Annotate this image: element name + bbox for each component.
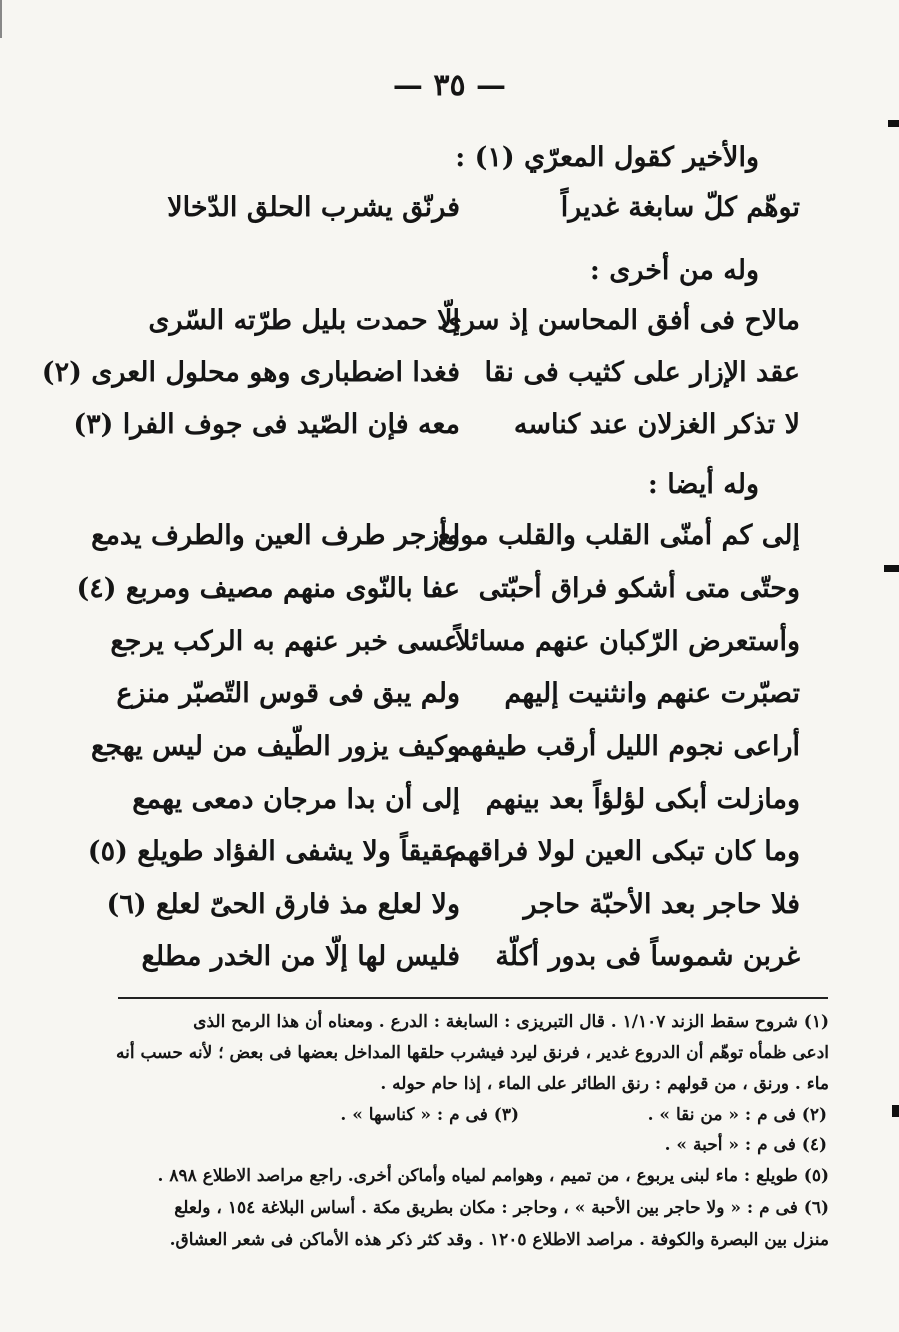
verse: [120, 784, 800, 828]
intro-line: والأخير كقول المعرّي (١) :: [455, 142, 759, 173]
footnote: (١) شروح سقط الزند ١/١٠٧ . قال التبريزى : السابغة : الدرع . ومعناه أن هذا الرمح الذى: [193, 1012, 829, 1032]
footnote: (٣) فى م : « كناسها » .: [340, 1105, 519, 1125]
verse-second-hemistich: إلّا حمدت بليل طرّته السّرى: [148, 305, 460, 336]
footnote: (٢) فى م : « من نقا » .: [647, 1105, 827, 1125]
verse-second-hemistich: معه فإن الصّيد فى جوف الفرا (٣): [73, 409, 460, 440]
verse-second-hemistich: ولا لعلع مذ فارق الحىّ لعلع (٦): [106, 889, 460, 920]
verse-first-hemistich: وما كان تبكى العين لولا فراقهم: [449, 836, 800, 867]
verse: [110, 626, 800, 670]
verse-first-hemistich: فلا حاجر بعد الأحبّة حاجر: [523, 889, 800, 920]
verse-first-hemistich: غربن شموساً فى بدور أكلّة: [495, 941, 800, 972]
verse-second-hemistich: فرنّق يشرب الحلق الدّخالا: [167, 192, 460, 223]
scan-mark: [892, 1105, 899, 1117]
verse-first-hemistich: أراعى نجوم الليل أرقب طيفهم: [453, 731, 800, 762]
verse: [116, 678, 800, 722]
verse: [120, 192, 800, 236]
verse: [106, 889, 800, 933]
scan-mark: [0, 0, 2, 38]
verse: [41, 357, 800, 401]
verse-second-hemistich: عسى خبر عنهم به الركب يرجع: [110, 626, 460, 657]
footnote: ماء . ورنق ، من قولهم : رنق الطائر على الماء ، إذا حام حوله .: [380, 1074, 829, 1094]
section-heading: وله أيضا :: [647, 469, 759, 500]
verse-first-hemistich: وحتّى متى أشكو فراق أحبّتى: [478, 573, 800, 604]
verse-second-hemistich: فليس لها إلّا من الخدر مطلع: [141, 941, 460, 972]
verse-second-hemistich: إلى أن بدا مرجان دمعى يهمع: [132, 784, 460, 815]
verse-first-hemistich: ومازلت أبكى لؤلؤاً بعد بينهم: [485, 784, 800, 815]
verse-first-hemistich: وأستعرض الرّكبان عنهم مسائلاً: [455, 626, 800, 657]
verse-second-hemistich: فغدا اضطبارى وهو محلول العرى (٢): [41, 357, 460, 388]
verse-first-hemistich: إلى كم أمنّى القلب والقلب مولع: [437, 520, 800, 551]
scan-mark: [888, 120, 899, 127]
verse-first-hemistich: توهّم كلّ سابغة غديراً: [560, 192, 800, 223]
footnote: منزل بين البصرة والكوفة . مراصد الاطلاع ١٢٠٥ . وقد كثر ذكر هذه الأماكن فى شعر العشاق.: [169, 1230, 829, 1250]
verse-first-hemistich: تصبّرت عنهم وانثنيت إليهم: [504, 678, 800, 709]
verse: [90, 731, 800, 775]
verse: [87, 836, 800, 880]
footnote: ادعى ظمأه توهّم أن الدروع غدير ، فرنق ليرد فيشرب حلقها المداخل بعضها فى بعض ؛ لأنه حسب أنه: [115, 1043, 829, 1063]
verse: [120, 305, 800, 349]
scan-mark: [884, 565, 899, 572]
section-heading: وله من أخرى :: [589, 255, 759, 286]
verse-first-hemistich: مالاح فى أفق المحاسن إذ سرى: [440, 305, 800, 336]
page-number: — ٣٥ —: [392, 68, 507, 103]
footnote: (٥) طويلع : ماء لبنى يربوع ، من تميم ، وهوامم لمياه وأماكن أخرى. راجع مراصد الاطلاع ٨٩٨ .: [157, 1166, 829, 1186]
verse-first-hemistich: لا تذكر الغزلان عند كناسه: [513, 409, 800, 440]
footnote: (٤) فى م : « أحبة » .: [664, 1135, 827, 1155]
verse-second-hemistich: عقيقاً ولا يشفى الفؤاد طويلع (٥): [87, 836, 460, 867]
verse: [120, 941, 800, 985]
verse: [73, 409, 800, 453]
verse-second-hemistich: وأزجر طرف العين والطرف يدمع: [91, 520, 460, 551]
footnote-separator: [118, 997, 828, 999]
verse: [91, 520, 800, 564]
verse-second-hemistich: ولم يبق فى قوس التّصبّر منزع: [116, 678, 460, 709]
verse-second-hemistich: وكيف يزور الطّيف من ليس يهجع: [90, 731, 460, 762]
verse: [76, 573, 800, 617]
verse-second-hemistich: عفا بالنّوى منهم مصيف ومربع (٤): [76, 573, 460, 604]
footnote: (٦) فى م : « ولا حاجر بين الأحبة » ، وحاجر : مكان بطريق مكة . أساس البلاغة ١٥٤ ، ولعلع: [174, 1198, 829, 1218]
verse-first-hemistich: عقد الإزار على كثيب فى نقا: [484, 357, 800, 388]
